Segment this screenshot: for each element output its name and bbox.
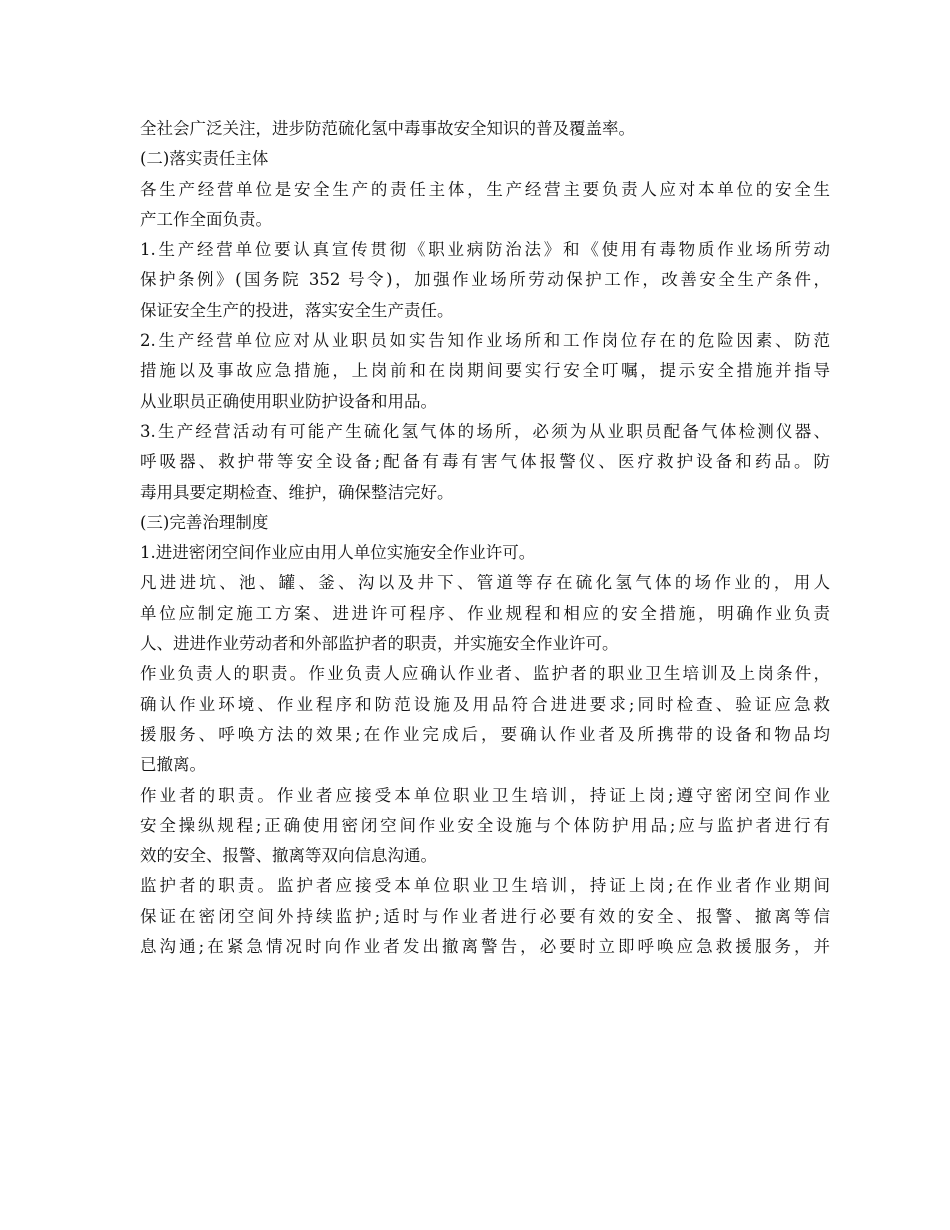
text-line: (二)落实责任主体: [140, 149, 269, 169]
text-line: 人、进进作业劳动者和外部监护者的职责，并实施安全作业许可。: [140, 634, 619, 654]
text-line: 效的安全、报警、撤离等双向信息沟通。: [140, 846, 437, 866]
text-line: 息沟通;在紧急情况时向作业者发出撤离警告，必要时立即呼唤应急救援服务，并: [140, 937, 830, 957]
text-line: 凡进进坑、池、罐、釜、沟以及井下、管道等存在硫化氢气体的场作业的，用人: [140, 573, 830, 593]
text-line: 作业负责人的职责。作业负责人应确认作业者、监护者的职业卫生培训及上岗条件，: [140, 664, 830, 684]
text-line: 2.生产经营单位应对从业职员如实告知作业场所和工作岗位存在的危险因素、防范: [140, 331, 830, 351]
text-line: 毒用具要定期检查、维护，确保整洁完好。: [140, 482, 454, 502]
text-line: 援服务、呼唤方法的效果;在作业完成后，要确认作业者及所携带的设备和物品均: [140, 724, 830, 744]
text-line: (三)完善治理制度: [140, 512, 269, 532]
text-line: 单位应制定施工方案、进进许可程序、作业规程和相应的安全措施，明确作业负责: [140, 603, 830, 623]
text-line: 从业职员正确使用职业防护设备和用品。: [140, 391, 437, 411]
text-line: 保证在密闭空间外持续监护;适时与作业者进行必要有效的安全、报警、撤离等信: [140, 906, 830, 926]
text-line: 保证安全生产的投进，落实安全生产责任。: [140, 300, 454, 320]
text-line: 保护条例》(国务院 352 号令)，加强作业场所劳动保护工作，改善安全生产条件，: [140, 270, 830, 290]
text-line: 产工作全面负责。: [140, 209, 272, 229]
text-line: 3.生产经营活动有可能产生硫化氢气体的场所，必须为从业职员配备气体检测仪器、: [140, 421, 830, 441]
text-line: 确认作业环境、作业程序和防范设施及用品符合进进要求;同时检查、验证应急救: [140, 694, 830, 714]
text-line: 措施以及事故应急措施，上岗前和在岗期间要实行安全叮嘱，提示安全措施并指导: [140, 361, 830, 381]
text-line: 1.进进密闭空间作业应由用人单位实施安全作业许可。: [140, 543, 536, 563]
text-line: 1.生产经营单位要认真宣传贯彻《职业病防治法》和《使用有毒物质作业场所劳动: [140, 240, 830, 260]
text-line: 监护者的职责。监护者应接受本单位职业卫生培训，持证上岗;在作业者作业期间: [140, 876, 830, 896]
text-line: 已撤离。: [140, 755, 206, 775]
text-line: 安全操纵规程;正确使用密闭空间作业安全设施与个体防护用品;应与监护者进行有: [140, 815, 830, 835]
text-line: 作业者的职责。作业者应接受本单位职业卫生培训，持证上岗;遵守密闭空间作业: [140, 785, 830, 805]
document-body: [140, 114, 830, 962]
text-line: 呼吸器、救护带等安全设备;配备有毒有害气体报警仪、医疗救护设备和药品。防: [140, 452, 830, 472]
text-line: 各生产经营单位是安全生产的责任主体，生产经营主要负责人应对本单位的安全生: [140, 179, 830, 199]
text-line: 全社会广泛关注，进步防范硫化氢中毒事故安全知识的普及覆盖率。: [140, 119, 635, 138]
